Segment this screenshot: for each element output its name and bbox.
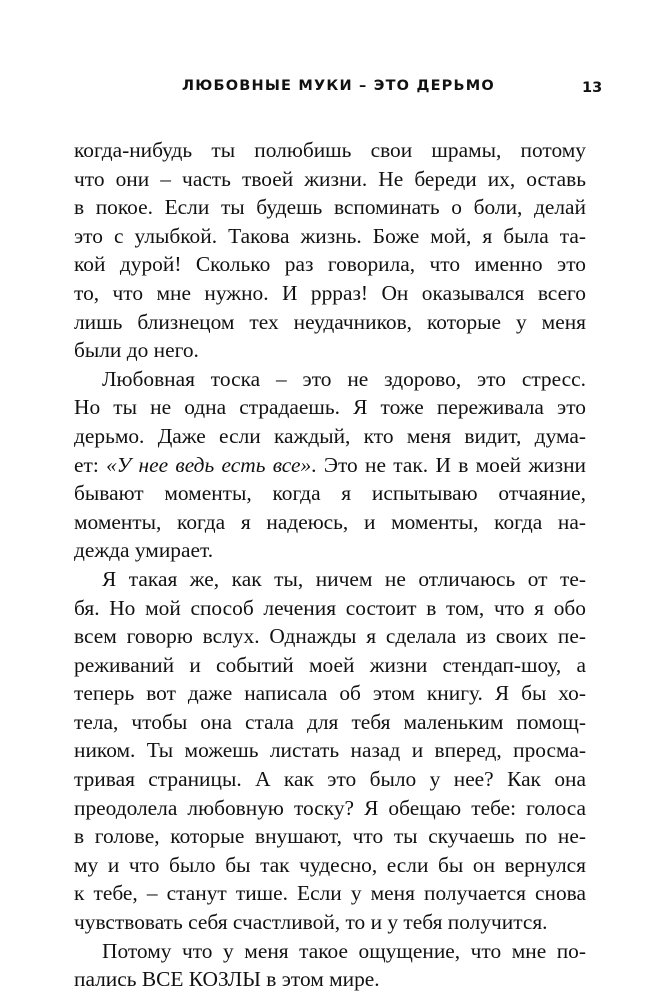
text-fragment: . Это не так. И в моей жизни — [311, 452, 586, 477]
text-line: это с улыбкой. Такова жизнь. Боже мой, я была та- — [74, 223, 586, 248]
text-line: лишь близнецом тех неудачников, которые у меня — [74, 309, 586, 334]
text-line: ником. Ты можешь листать назад и вперед, просма- — [74, 738, 586, 763]
quote-italic: «У нее ведь есть все» — [106, 452, 312, 477]
text-line — [74, 451, 586, 480]
text-line: кой дурой! Сколько раз говорила, что именно это — [74, 252, 586, 277]
text-line: когда-нибудь ты полюбишь свои шрамы, потому — [74, 138, 586, 162]
page-number: 13 — [582, 80, 603, 96]
text-line: реживаний и событий моей жизни стендап-шоу, а — [74, 652, 586, 677]
text-fragment: ет: — [74, 452, 107, 477]
text-line: были до него. — [74, 338, 199, 363]
text-line: всем говорю вслух. Однажды я сделала из своих пе- — [74, 624, 586, 649]
text-line: моменты, когда я надеюсь, и моменты, когда на- — [74, 509, 586, 534]
text-line: чувствовать себя счастливой, то и у тебя получится. — [74, 910, 548, 935]
text-line: Любовная тоска – это не здорово, это стресс. — [102, 366, 586, 391]
text-line: тривая страницы. А как это было у нее? Как она — [74, 767, 586, 792]
text-line: Я такая же, как ты, ничем не отличаюсь от те- — [102, 566, 586, 591]
text-line: преодолела любовную тоску? Я обещаю тебе: голоса — [74, 795, 586, 820]
text-line: что они – часть твоей жизни. Не береди их, оставь — [74, 166, 586, 191]
text-line: пались ВСЕ КОЗЛЫ в этом мире. — [74, 967, 380, 992]
text-line: дежда умирает. — [74, 538, 214, 563]
paragraph-1 — [74, 136, 586, 365]
text-line: бывают моменты, когда я испытываю отчаяние, — [74, 481, 586, 506]
text-line: то, что мне нужно. И рррaз! Он оказывался всего — [74, 280, 586, 305]
paragraph-2 — [74, 365, 586, 565]
text-line: Но ты не одна страдаешь. Я тоже переживала это — [74, 395, 586, 420]
text-line: теперь вот даже написала об этом книгу. Я бы хо- — [74, 681, 586, 706]
text-line: дерьмо. Даже если каждый, кто меня видит, дума- — [74, 423, 586, 448]
text-line: в покое. Если ты будешь вспоминать о боли, делай — [74, 195, 586, 220]
text-line: Потому что у меня такое ощущение, что мне по- — [102, 938, 586, 963]
text-line: к тебе, – станут тише. Если у меня получается снова — [74, 881, 586, 906]
text-line: бя. Но мой способ лечения состоит в том, что я обо — [74, 595, 586, 620]
paragraph-4 — [74, 937, 586, 994]
running-title: ЛЮБОВНЫЕ МУКИ – ЭТО ДЕРЬМО — [182, 78, 495, 94]
text-line: му и что было бы так чудесно, если бы он вернулся — [74, 852, 586, 877]
text-line: тела, чтобы она стала для тебя маленьким помощ- — [74, 709, 586, 734]
paragraph-3 — [74, 565, 586, 937]
body-text — [74, 136, 586, 994]
text-line: в голове, которые внушают, что ты скучаешь по не- — [74, 824, 586, 849]
